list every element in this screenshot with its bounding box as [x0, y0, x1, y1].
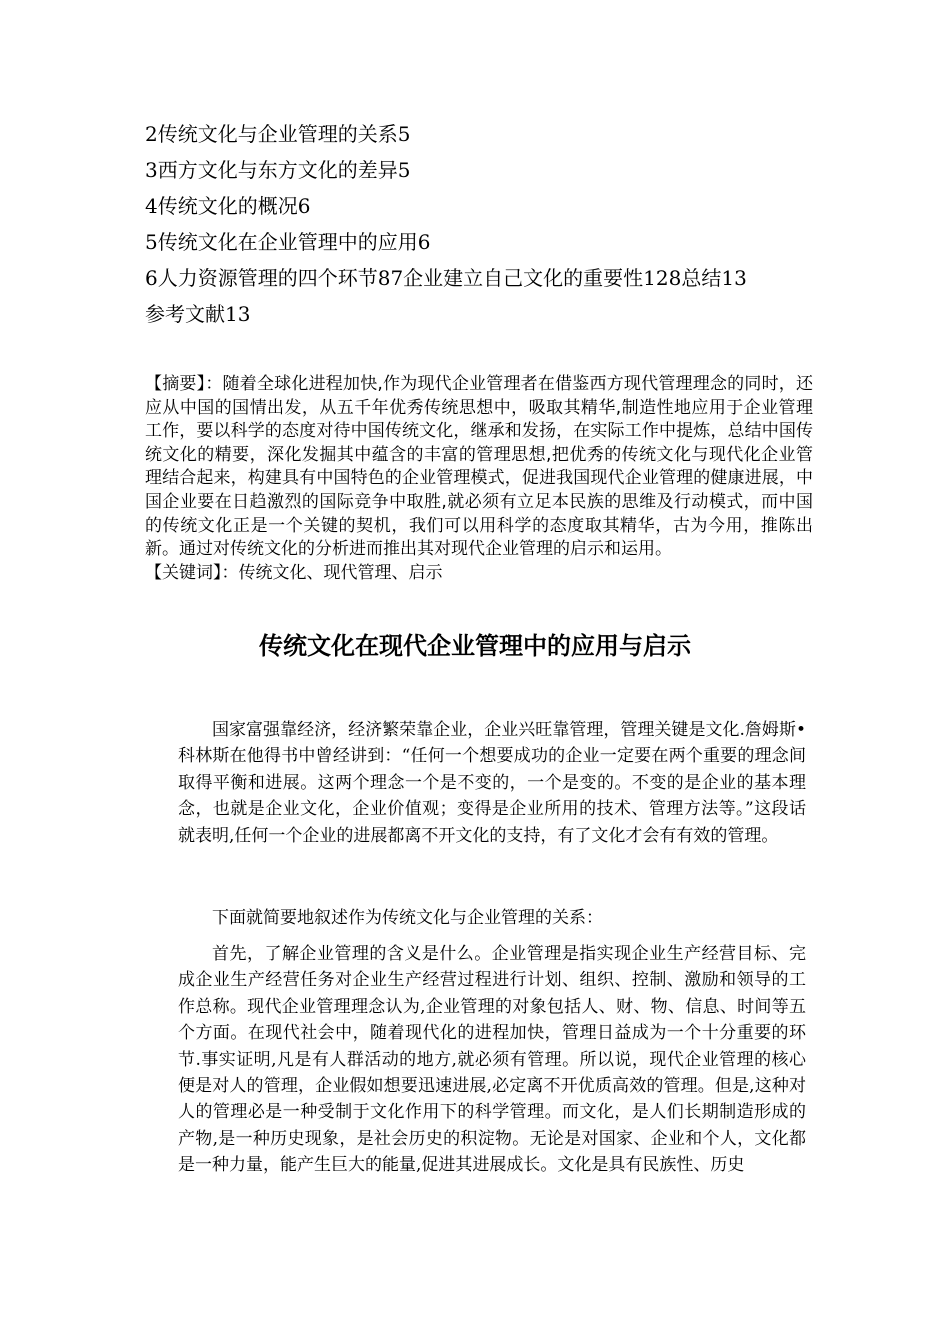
body-block	[178, 941, 806, 1179]
abstract-label: 【摘要】：	[145, 374, 223, 394]
toc-item: 4传统文化的概况6	[145, 194, 311, 218]
body-paragraph: 首先，了解企业管理的含义是什么。企业管理是指实现企业生产经营目标、完成企业生产经营任务对企业生产经营过程进行计划、组织、控制、激励和领导的工作总称。现代企业管理理念认为,企业管理的对象包括人、财、物、信息、时间等五个方面。在现代社会中，随着现代化的进程加快，管理日益成为一个十分重要的环节.事实证明,凡是有人群活动的地方,就必须有管理。所以说，现代企业管理的核心便是对人的管理，企业假如想要迅速进展,必定离不开优质高效的管理。但是,这种对人的管理必是一种受制于文化作用下的科学管理。而文化，是人们长期制造形成的产物,是一种历史现象，是社会历史的积淀物。无论是对国家、企业和个人，文化都是一种力量，能产生巨大的能量,促进其进展成长。文化是具有民族性、历史	[178, 944, 806, 1176]
keywords-label: 【关键词】：	[145, 562, 239, 583]
keywords-paragraph	[145, 562, 813, 586]
toc-item: 6人力资源管理的四个环节87企业建立自己文化的重要性128总结13	[145, 266, 747, 290]
toc-item: 参考文献13	[145, 302, 251, 326]
body-block	[178, 717, 806, 849]
toc-item: 3西方文化与东方文化的差异5	[145, 158, 411, 182]
table-of-contents	[145, 120, 825, 336]
document-title: 传统文化在现代企业管理中的应用与启示	[259, 632, 691, 660]
body-block	[178, 905, 806, 931]
abstract-section	[145, 373, 813, 585]
body-paragraph: 下面就简要地叙述作为传统文化与企业管理的关系：	[212, 908, 603, 928]
toc-item: 2传统文化与企业管理的关系5	[145, 122, 411, 146]
toc-item: 5传统文化在企业管理中的应用6	[145, 230, 431, 254]
abstract-text: 随着全球化进程加快,作为现代企业管理者在借鉴西方现代管理理念的同时，还应从中国的国情出发，从五千年优秀传统思想中，吸取其精华,制造性地应用于企业管理工作，要以科学的态度对待中国传统文化，继承和发扬，在实际工作中提炼，总结中国传统文化的精要，深化发掘其中蕴含的丰富的管理思想,把优秀的传统文化与现代化企业管理结合起来，构建具有中国特色的企业管理模式，促进我国现代企业管理的健康进展，中国企业要在日趋激烈的国际竞争中取胜,就必须有立足本民族的思维及行动模式，而中国的传统文化正是一个关键的契机，我们可以用科学的态度取其精华，古为今用，推陈出新。通过对传统文化的分析进而推出其对现代企业管理的启示和运用。	[145, 374, 814, 560]
keywords-text: 传统文化、现代管理、启示	[238, 562, 443, 583]
body-paragraph: 国家富强靠经济，经济繁荣靠企业，企业兴旺靠管理，管理关键是文化.詹姆斯•科林斯在他得书中曾经讲到：“任何一个想要成功的企业一定要在两个重要的理念间取得平衡和进展。这两个理念一个是不变的，一个是变的。不变的是企业的基本理念，也就是企业文化，企业价值观；变得是企业所用的技术、管理方法等。”这段话就表明,任何一个企业的进展都离不开文化的支持，有了文化才会有有效的管理。	[178, 720, 806, 846]
abstract-paragraph	[145, 373, 813, 562]
